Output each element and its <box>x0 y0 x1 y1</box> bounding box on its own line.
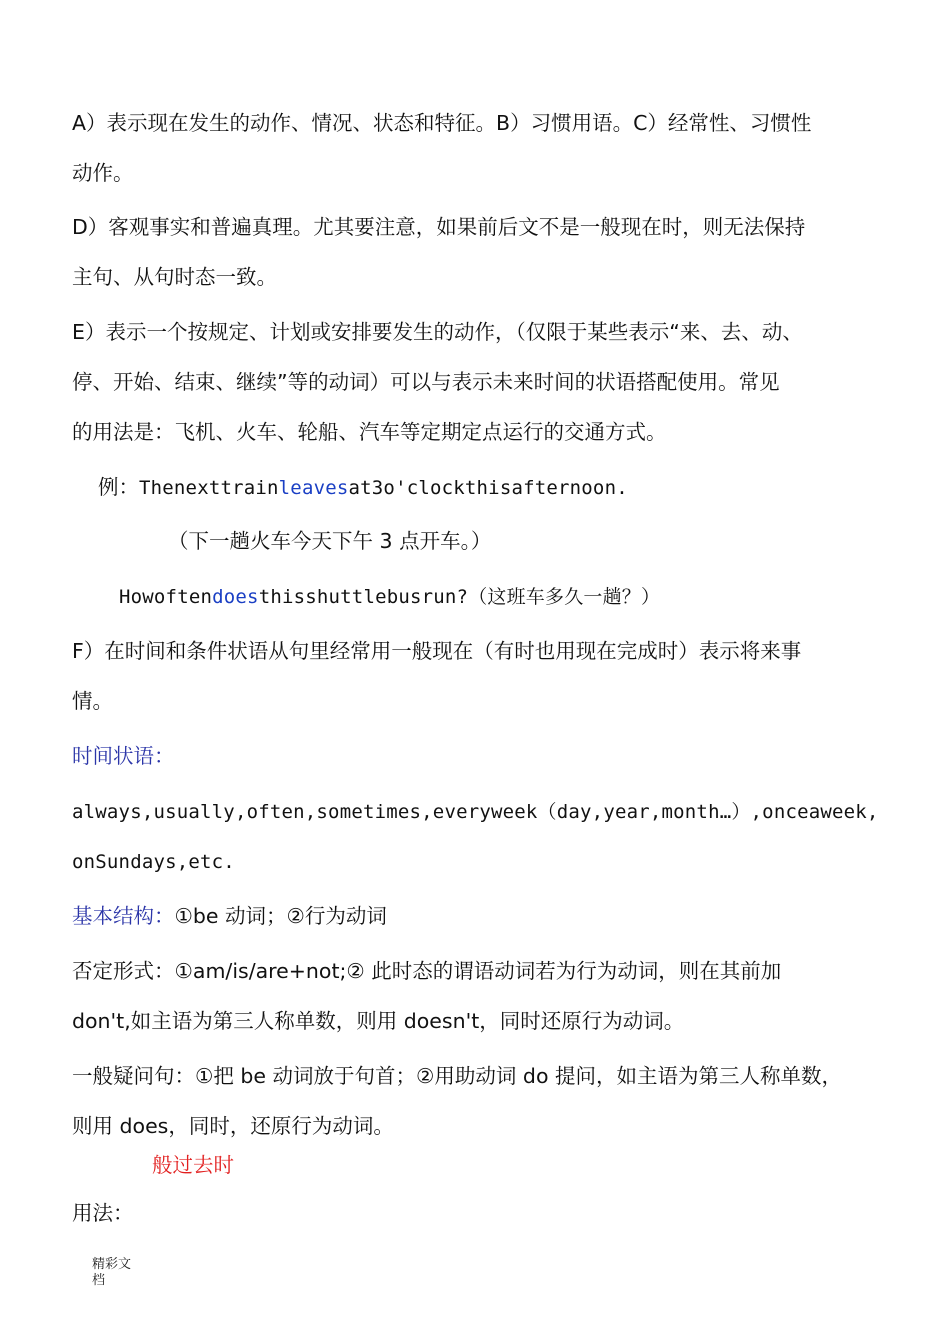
text-line: F）在时间和条件状语从句里经常用一般现在（有时也用现在完成时）表示将来事 <box>72 639 802 663</box>
example-1 <box>98 462 913 512</box>
basic-structure-label: 基本结构： <box>72 904 175 928</box>
text-line: 停、开始、结束、继续”等的动词）可以与表示未来时间的状语搭配使用。常见 <box>72 370 780 394</box>
usage-e-paragraph <box>72 307 887 457</box>
text-line: 一般疑问句：①把 be 动词放于句首；②用助动词 do 提问，如主语为第三人称单数， <box>72 1064 842 1088</box>
text-line: don't,如主语为第三人称单数，则用 doesn't，同时还原行为动词。 <box>72 1009 685 1033</box>
negative-form-paragraph <box>72 946 887 1046</box>
text-line: D）客观事实和普遍真理。尤其要注意，如果前后文不是一般现在时，则无法保持 <box>72 215 806 239</box>
text-line: E）表示一个按规定、计划或安排要发生的动作，（仅限于某些表示“来、去、动、 <box>72 320 803 344</box>
text-line: onSundays,etc. <box>72 851 235 873</box>
example-text: at3o'clockthisafternoon. <box>348 477 628 499</box>
example-verb: leaves <box>278 477 349 499</box>
example-text: Howoften <box>119 586 213 608</box>
text-line: 主句、从句时态一致。 <box>72 265 277 289</box>
text-line: always,usually,often,sometimes,everyweek（day,year,month…）,onceaweek, <box>72 801 879 823</box>
example-2 <box>119 571 934 621</box>
time-adverbials-heading: 时间状语： <box>72 744 175 768</box>
footer-watermark: 精彩文档 <box>92 1257 132 1288</box>
text-line: A）表示现在发生的动作、情况、状态和特征。B）习惯用语。C）经常性、习惯性 <box>72 111 812 135</box>
text-line: 的用法是：飞机、火车、轮船、汽车等定期定点运行的交通方式。 <box>72 420 667 444</box>
example-prefix: 例： <box>98 475 139 499</box>
text-line: 情。 <box>72 689 113 713</box>
time-adverbials-list <box>72 787 887 887</box>
section-title: 般过去时 <box>152 1153 234 1177</box>
text-line: 动作。 <box>72 161 134 185</box>
text-line: 否定形式：①am/is/are+not;② 此时态的谓语动词若为行为动词，则在其前加 <box>72 959 782 983</box>
usage-label: 用法： <box>72 1201 134 1225</box>
example-text: Thenexttrain <box>139 477 279 499</box>
usage-f-paragraph <box>72 626 887 726</box>
usage-d-paragraph <box>72 202 887 302</box>
example-verb: does <box>212 586 259 608</box>
basic-structure <box>72 891 887 941</box>
text-line: 则用 does，同时，还原行为动词。 <box>72 1114 394 1138</box>
example-1-translation: （下一趟火车今天下午 3 点开车。） <box>168 529 492 553</box>
question-form-paragraph <box>72 1051 887 1151</box>
example-text: thisshuttlebusrun?（这班车多久一趟？） <box>258 586 661 608</box>
usage-abc-paragraph <box>72 98 887 198</box>
basic-structure-text: ①be 动词；②行为动词 <box>174 904 387 928</box>
